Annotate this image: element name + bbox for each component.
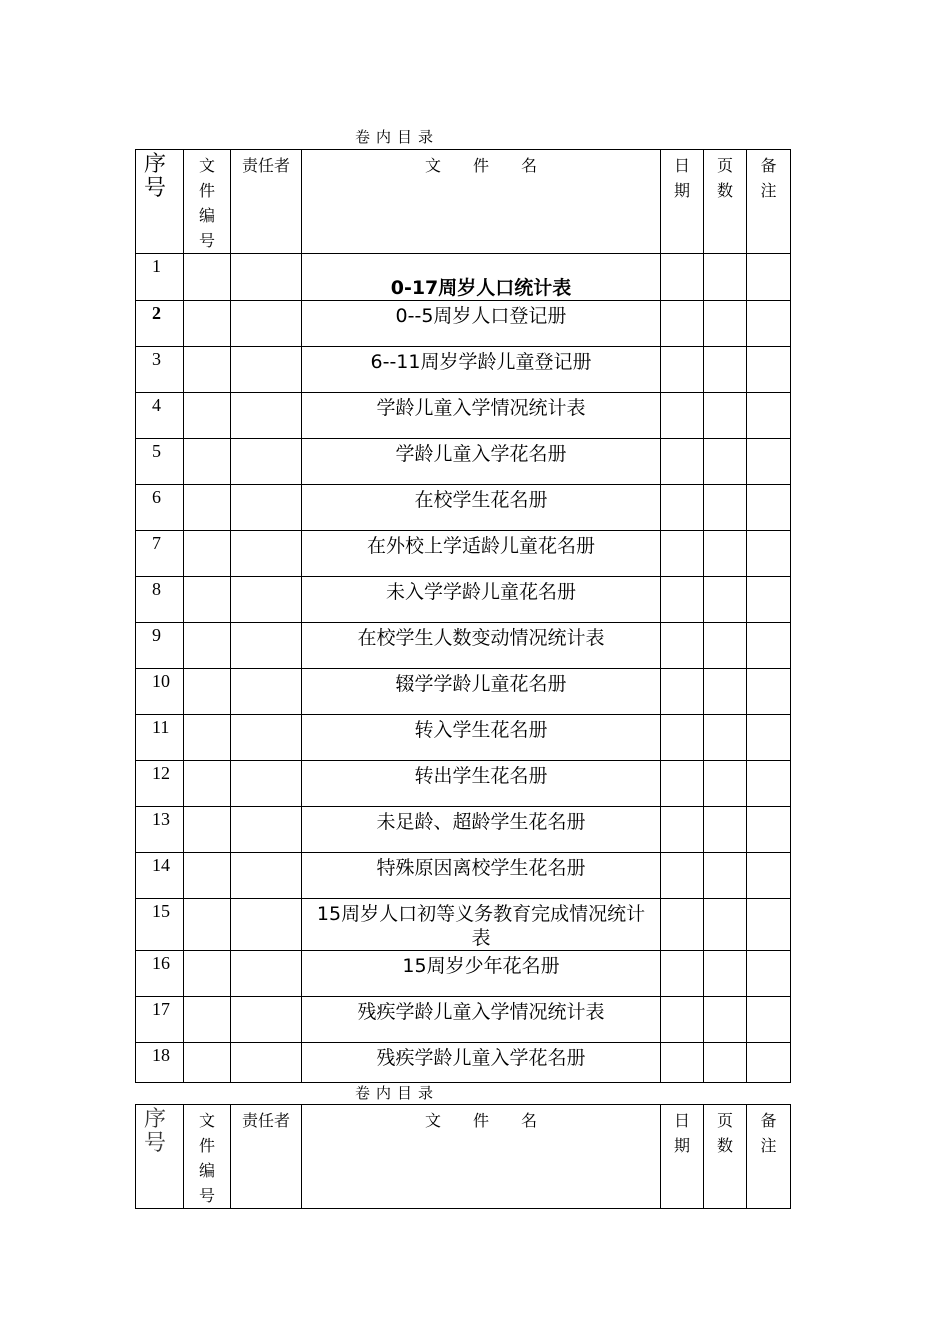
row-title: 在外校上学适龄儿童花名册 — [302, 531, 661, 577]
header-row — [136, 150, 791, 254]
date-cell — [661, 254, 704, 301]
remarks-cell — [747, 715, 791, 761]
header-file-name: 文 件 名 — [302, 1105, 661, 1209]
file-no-cell — [184, 997, 231, 1043]
date-cell — [661, 301, 704, 347]
file-no-cell — [184, 623, 231, 669]
file-no-cell — [184, 439, 231, 485]
row-title: 在校学生花名册 — [302, 485, 661, 531]
responsible-cell — [231, 715, 302, 761]
row-title: 转入学生花名册 — [302, 715, 661, 761]
table-row — [136, 485, 791, 531]
responsible-cell — [231, 899, 302, 951]
remarks-cell — [747, 761, 791, 807]
responsible-cell — [231, 577, 302, 623]
row-number: 5 — [136, 439, 184, 485]
responsible-cell — [231, 853, 302, 899]
file-no-cell — [184, 899, 231, 951]
row-number: 15 — [136, 899, 184, 951]
pages-cell — [704, 761, 747, 807]
row-number: 17 — [136, 997, 184, 1043]
file-no-cell — [184, 301, 231, 347]
row-number: 6 — [136, 485, 184, 531]
table-row — [136, 531, 791, 577]
row-title: 0-17周岁人口统计表 — [302, 254, 661, 301]
remarks-cell — [747, 301, 791, 347]
responsible-cell — [231, 393, 302, 439]
date-cell — [661, 347, 704, 393]
table-row — [136, 761, 791, 807]
table-row — [136, 623, 791, 669]
pages-cell — [704, 623, 747, 669]
row-title: 未入学学龄儿童花名册 — [302, 577, 661, 623]
table-row — [136, 439, 791, 485]
table-row — [136, 715, 791, 761]
table-row — [136, 951, 791, 997]
responsible-cell — [231, 951, 302, 997]
row-number: 10 — [136, 669, 184, 715]
catalog-table-2 — [135, 1104, 791, 1209]
file-no-cell — [184, 807, 231, 853]
date-cell — [661, 577, 704, 623]
responsible-cell — [231, 531, 302, 577]
date-cell — [661, 807, 704, 853]
date-cell — [661, 761, 704, 807]
row-title: 在校学生人数变动情况统计表 — [302, 623, 661, 669]
catalog-caption: 卷内目录 — [355, 128, 440, 146]
row-number: 14 — [136, 853, 184, 899]
header-file-no: 文 件 编 号 — [184, 150, 231, 254]
header-row — [136, 1105, 791, 1209]
row-number: 1 — [136, 254, 184, 301]
file-no-cell — [184, 669, 231, 715]
pages-cell — [704, 301, 747, 347]
table-row — [136, 807, 791, 853]
responsible-cell — [231, 485, 302, 531]
date-cell — [661, 997, 704, 1043]
header-seq: 序 号 — [136, 1105, 184, 1209]
date-cell — [661, 485, 704, 531]
date-cell — [661, 899, 704, 951]
file-no-cell — [184, 485, 231, 531]
header-date: 日 期 — [661, 1105, 704, 1209]
file-no-cell — [184, 577, 231, 623]
row-number: 16 — [136, 951, 184, 997]
remarks-cell — [747, 577, 791, 623]
row-number: 9 — [136, 623, 184, 669]
remarks-cell — [747, 899, 791, 951]
header-pages: 页 数 — [704, 150, 747, 254]
table-row — [136, 347, 791, 393]
pages-cell — [704, 531, 747, 577]
row-number: 8 — [136, 577, 184, 623]
pages-cell — [704, 393, 747, 439]
date-cell — [661, 853, 704, 899]
remarks-cell — [747, 347, 791, 393]
row-title: 辍学学龄儿童花名册 — [302, 669, 661, 715]
header-pages: 页 数 — [704, 1105, 747, 1209]
table-row — [136, 669, 791, 715]
file-no-cell — [184, 254, 231, 301]
responsible-cell — [231, 1043, 302, 1083]
file-no-cell — [184, 761, 231, 807]
row-title: 15周岁人口初等义务教育完成情况统计表 — [302, 899, 661, 951]
table-row — [136, 899, 791, 951]
file-no-cell — [184, 715, 231, 761]
remarks-cell — [747, 623, 791, 669]
table-row — [136, 853, 791, 899]
responsible-cell — [231, 439, 302, 485]
catalog-table — [135, 149, 791, 1083]
remarks-cell — [747, 531, 791, 577]
file-no-cell — [184, 531, 231, 577]
date-cell — [661, 715, 704, 761]
file-no-cell — [184, 853, 231, 899]
pages-cell — [704, 951, 747, 997]
table-row — [136, 301, 791, 347]
remarks-cell — [747, 669, 791, 715]
remarks-cell — [747, 951, 791, 997]
row-title: 未足龄、超龄学生花名册 — [302, 807, 661, 853]
responsible-cell — [231, 301, 302, 347]
row-title: 转出学生花名册 — [302, 761, 661, 807]
row-number: 3 — [136, 347, 184, 393]
header-remarks: 备 注 — [747, 1105, 791, 1209]
pages-cell — [704, 485, 747, 531]
remarks-cell — [747, 807, 791, 853]
row-number: 11 — [136, 715, 184, 761]
header-date: 日 期 — [661, 150, 704, 254]
header-file-name: 文 件 名 — [302, 150, 661, 254]
row-title: 特殊原因离校学生花名册 — [302, 853, 661, 899]
date-cell — [661, 439, 704, 485]
row-title: 残疾学龄儿童入学情况统计表 — [302, 997, 661, 1043]
date-cell — [661, 951, 704, 997]
pages-cell — [704, 715, 747, 761]
responsible-cell — [231, 347, 302, 393]
date-cell — [661, 669, 704, 715]
table-row — [136, 997, 791, 1043]
pages-cell — [704, 254, 747, 301]
row-title: 6--11周岁学龄儿童登记册 — [302, 347, 661, 393]
responsible-cell — [231, 254, 302, 301]
table-row — [136, 393, 791, 439]
header-seq: 序 号 — [136, 150, 184, 254]
remarks-cell — [747, 853, 791, 899]
remarks-cell — [747, 393, 791, 439]
row-number: 4 — [136, 393, 184, 439]
remarks-cell — [747, 485, 791, 531]
date-cell — [661, 393, 704, 439]
row-number: 7 — [136, 531, 184, 577]
pages-cell — [704, 439, 747, 485]
remarks-cell — [747, 254, 791, 301]
table-row — [136, 254, 791, 301]
remarks-cell — [747, 1043, 791, 1083]
responsible-cell — [231, 623, 302, 669]
date-cell — [661, 531, 704, 577]
remarks-cell — [747, 439, 791, 485]
file-no-cell — [184, 347, 231, 393]
row-title: 学龄儿童入学情况统计表 — [302, 393, 661, 439]
table-row — [136, 577, 791, 623]
date-cell — [661, 623, 704, 669]
header-responsible: 责任者 — [231, 150, 302, 254]
responsible-cell — [231, 997, 302, 1043]
pages-cell — [704, 997, 747, 1043]
pages-cell — [704, 669, 747, 715]
pages-cell — [704, 899, 747, 951]
row-title: 15周岁少年花名册 — [302, 951, 661, 997]
row-title: 残疾学龄儿童入学花名册 — [302, 1043, 661, 1083]
header-file-no: 文 件 编 号 — [184, 1105, 231, 1209]
row-title: 0--5周岁人口登记册 — [302, 301, 661, 347]
responsible-cell — [231, 807, 302, 853]
responsible-cell — [231, 761, 302, 807]
row-number: 2 — [136, 301, 184, 347]
row-title: 学龄儿童入学花名册 — [302, 439, 661, 485]
date-cell — [661, 1043, 704, 1083]
pages-cell — [704, 577, 747, 623]
pages-cell — [704, 853, 747, 899]
catalog-caption-2: 卷内目录 — [355, 1084, 440, 1102]
header-responsible: 责任者 — [231, 1105, 302, 1209]
pages-cell — [704, 1043, 747, 1083]
pages-cell — [704, 807, 747, 853]
file-no-cell — [184, 951, 231, 997]
row-number: 12 — [136, 761, 184, 807]
file-no-cell — [184, 1043, 231, 1083]
table-row — [136, 1043, 791, 1083]
row-number: 18 — [136, 1043, 184, 1083]
remarks-cell — [747, 997, 791, 1043]
file-no-cell — [184, 393, 231, 439]
pages-cell — [704, 347, 747, 393]
header-remarks: 备 注 — [747, 150, 791, 254]
responsible-cell — [231, 669, 302, 715]
row-number: 13 — [136, 807, 184, 853]
